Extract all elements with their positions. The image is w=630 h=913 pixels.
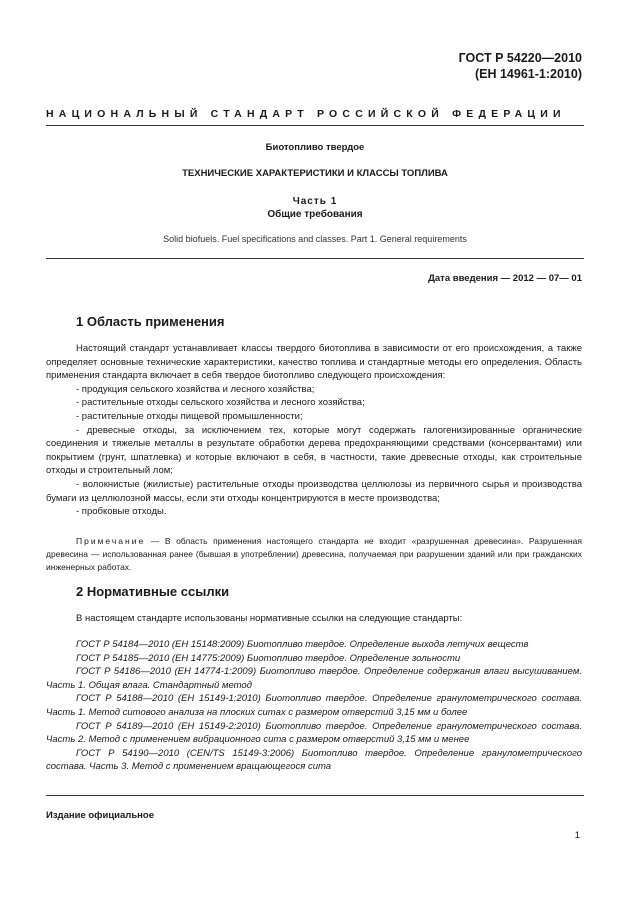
section1-paragraph: Настоящий стандарт устанавливает классы твердого биотоплива в зависимости от его происхождения, а также определяет основные технические характеристики, качество топлива и стандартные методы его определения. Область применения стандарта включает в себя твердое биотопливо следующего происхождения:: [46, 343, 582, 382]
section1-heading: 1 Область применения: [76, 314, 225, 329]
note-paragraph: [46, 535, 582, 574]
title-subject: Биотопливо твердое: [265, 142, 365, 153]
divider-top: [46, 125, 584, 126]
title-main: ТЕХНИЧЕСКИЕ ХАРАКТЕРИСТИКИ И КЛАССЫ ТОПЛИВА: [182, 168, 448, 179]
note-text: — В область применения настоящего стандарта не входит «разрушенная древесина». Разрушенная древесина — использованная ранее (бывшая в употреблении) древесина, получаемая при разрушении зданий или при гражданских инженерных работах.: [46, 536, 582, 572]
page-number: 1: [574, 830, 580, 841]
list-item: - продукция сельского хозяйства и лесного хозяйства;: [76, 383, 315, 395]
section2-intro: [46, 612, 582, 626]
reference-item: ГОСТ Р 54189—2010 (ЕН 15149-2:2010) Биотопливо твердое. Определение гранулометрического состава. Часть 2. Метод с применением вибрационного сита с размером отверстий 3,15 мм и менее: [46, 720, 582, 746]
list-item: - волокнистые (жилистые) растительные отходы производства целлюлозы из первичного сырья и производства бумаги из целлюлозной массы, если эти отходы концентрируются в месте производства;: [46, 478, 582, 504]
note-label: Примечание: [76, 536, 146, 546]
standard-code-en: (ЕН 14961-1:2010): [474, 67, 582, 81]
title-part: Часть 1: [292, 196, 338, 207]
edition-label: Издание официальное: [46, 810, 154, 821]
reference-item: ГОСТ Р 54186—2010 (ЕН 14774-1:2009) Биотопливо твердое. Определение содержания влаги высушиванием. Часть 1. Общая влага. Стандартный метод: [46, 666, 582, 691]
divider-title: [46, 258, 584, 259]
reference-item: ГОСТ Р 54185—2010 (ЕН 14775:2009) Биотопливо твердое. Определение зольности: [76, 652, 461, 664]
divider-footer: [46, 795, 584, 796]
title-english: Solid biofuels. Fuel specifications and classes. Part 1. General requirements: [163, 234, 467, 244]
section1-note: [46, 535, 582, 574]
national-standard-line: НАЦИОНАЛЬНЫЙ СТАНДАРТ РОССИЙСКОЙ ФЕДЕРАЦИИ: [46, 108, 566, 120]
section2-heading: 2 Нормативные ссылки: [76, 584, 230, 599]
list-item: - растительные отходы сельского хозяйства и лесного хозяйства;: [76, 397, 365, 409]
reference-item: ГОСТ Р 54188—2010 (ЕН 15149-1:2010) Биотопливо твердое. Определение гранулометрического состава. Часть 1. Метод ситового анализа на плоских ситах с размером отверстий 3,15 мм и более: [46, 693, 582, 718]
title-part-name: Общие требования: [267, 209, 363, 220]
standard-code-ru: ГОСТ Р 54220—2010: [458, 51, 582, 65]
reference-item: ГОСТ Р 54190—2010 (CEN/TS 15149-3:2006) Биотопливо твердое. Определение гранулометрического состава. Часть 3. Метод с применением вращающегося сита: [46, 747, 582, 773]
list-item: - растительные отходы пищевой промышленности;: [76, 410, 303, 422]
intro-date: Дата введения — 2012 — 07— 01: [428, 273, 582, 284]
reference-item: ГОСТ Р 54184—2010 (ЕН 15148:2009) Биотопливо твердое. Определение выхода летучих веществ: [76, 639, 529, 650]
section1-body: [46, 342, 582, 519]
references-list: [46, 638, 582, 774]
standard-code: [459, 50, 582, 82]
list-item: - пробковые отходы.: [76, 506, 167, 518]
section2-intro-text: В настоящем стандарте использованы нормативные ссылки на следующие стандарты:: [76, 613, 463, 624]
list-item: - древесные отходы, за исключением тех, которые могут содержать галогенизированные органические соединения и тяжелые металлы в результате обработки дерева предохраняющими средствами (консервантами) или покрытием (грунт, шпатлевка) и которые включают в себя, в частности, такие древесные отходы, как строительные отходы и строительный лом;: [46, 424, 582, 477]
